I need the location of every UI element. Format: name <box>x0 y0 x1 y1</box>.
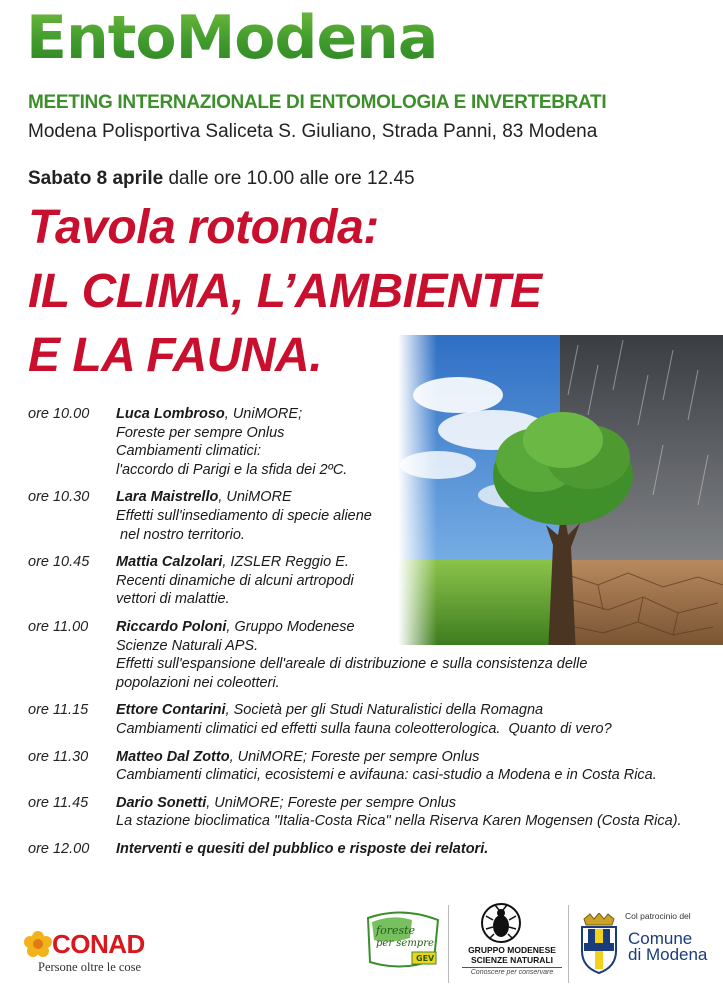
program-item <box>28 405 718 479</box>
foreste-text-1: foreste <box>376 924 416 937</box>
program-item-closing <box>28 840 718 859</box>
logo-separator <box>568 905 569 983</box>
speaker-affiliation: , UniMORE; Foreste per sempre Onlus <box>206 794 457 811</box>
program-item <box>28 748 718 785</box>
speaker-affiliation: , UniMORE <box>218 489 292 506</box>
program-detail <box>116 701 718 738</box>
program-time: ore 10.00 <box>28 406 90 422</box>
speaker-affiliation: , Società per gli Studi Naturalistici della Romagna <box>225 702 544 719</box>
patronage-label: Col patrocinio del <box>625 911 691 921</box>
program-detail <box>116 748 718 785</box>
detail-line: Cambiamenti climatici, ecosistemi e avifauna: casi-studio a Modena e in Costa Rica. <box>116 767 657 784</box>
program-detail <box>116 794 718 831</box>
event-title: EntoModena <box>26 0 437 78</box>
program-time: ore 10.30 <box>28 489 90 506</box>
speaker-name: Lara Maistrello <box>116 489 219 506</box>
gruppo-modenese-name: GRUPPO MODENESE SCIENZE NATURALI <box>468 945 556 965</box>
speaker-name: Luca Lombroso <box>116 406 225 422</box>
date-time: dalle ore 10.00 alle ore 12.45 <box>163 168 415 189</box>
speaker-line <box>116 701 718 720</box>
program-detail <box>116 553 718 609</box>
gruppo-modenese-beetle-icon <box>480 902 522 949</box>
comune-modena-coat-of-arms-icon <box>578 913 620 980</box>
program-detail <box>116 488 718 544</box>
program-item <box>28 488 718 544</box>
speaker-name: Ettore Contarini <box>116 702 226 719</box>
program-detail <box>116 618 718 692</box>
speaker-line <box>116 488 718 507</box>
program-time: ore 11.45 <box>28 794 89 811</box>
detail-line: l'accordo di Parigi e la sfida dei 2ºC. <box>116 461 348 478</box>
speaker-line <box>116 618 718 637</box>
conad-tagline: Persone oltre le cose <box>38 960 142 974</box>
program-time: ore 11.30 <box>28 748 89 765</box>
detail-line: Effetti sull'insediamento di specie aliene <box>116 507 372 524</box>
event-subtitle: MEETING INTERNAZIONALE DI ENTOMOLOGIA E INVERTEBRATI <box>28 92 607 113</box>
speaker-name: Mattia Calzolari <box>116 554 223 571</box>
speaker-line <box>116 405 718 424</box>
closing-text: Interventi e quesiti del pubblico e risposte dei relatori. <box>116 840 489 857</box>
program-item <box>28 553 718 609</box>
program-time: ore 11.00 <box>28 618 89 635</box>
detail-line: Foreste per sempre Onlus <box>116 424 285 441</box>
program-time: ore 12.00 <box>28 840 90 857</box>
date-bold: Sabato 8 aprile <box>28 168 164 189</box>
logo-separator <box>448 905 449 983</box>
detail-line: nel nostro territorio. <box>116 526 245 543</box>
speaker-line <box>116 748 718 767</box>
detail-line: La stazione bioclimatica "Italia-Costa Rica" nella Riserva Karen Mogensen (Costa Rica). <box>116 813 682 830</box>
speaker-line <box>116 553 718 572</box>
headline-line-3: E LA FAUNA. <box>28 329 323 382</box>
detail-line: vettori di malattie. <box>116 591 230 608</box>
event-date <box>28 168 415 190</box>
speaker-name: Matteo Dal Zotto <box>116 748 230 765</box>
program-detail <box>116 405 718 479</box>
headline-line-2: IL CLIMA, L’AMBIENTE <box>28 265 542 318</box>
speaker-affiliation: , UniMORE; <box>224 406 303 422</box>
speaker-affiliation: , IZSLER Reggio E. <box>222 554 349 571</box>
conad-logo: CONAD <box>52 929 145 959</box>
detail-line: popolazioni nei coleotteri. <box>116 674 280 691</box>
program-time: ore 10.45 <box>28 554 90 571</box>
speaker-affiliation: , UniMORE; Foreste per sempre Onlus <box>229 748 480 765</box>
program-item <box>28 701 718 738</box>
gev-text: GEV <box>416 954 435 963</box>
detail-line: Scienze Naturali APS. <box>116 637 259 654</box>
detail-line: Recenti dinamiche di alcuni artropodi <box>116 572 354 589</box>
venue-address: Modena Polisportiva Saliceta S. Giuliano, Strada Panni, 83 Modena <box>28 121 598 142</box>
program-item <box>28 794 718 831</box>
foreste-text-2: per sempre <box>376 938 434 949</box>
detail-line: Effetti sull'espansione dell'areale di distribuzione e sulla consistenza delle <box>116 656 588 673</box>
comune-name-line-2: di Modena <box>628 945 708 964</box>
speaker-affiliation: , Gruppo Modenese <box>226 618 355 635</box>
detail-line: Cambiamenti climatici: <box>116 443 262 460</box>
speaker-line <box>116 794 718 813</box>
detail-line: Cambiamenti climatici ed effetti sulla fauna coleotterologica. Quanto di vero? <box>116 720 612 737</box>
program-list <box>28 405 718 867</box>
headline-line-1: Tavola rotonda: <box>28 201 379 254</box>
comune-name-line-1: Comune <box>628 929 693 948</box>
speaker-name: Riccardo Poloni <box>116 618 227 635</box>
program-time: ore 11.15 <box>28 702 89 719</box>
speaker-name: Dario Sonetti <box>116 794 207 811</box>
foreste-per-sempre-logo <box>362 910 444 981</box>
program-item <box>28 618 718 692</box>
gruppo-modenese-tagline: Conoscere per conservare <box>462 967 562 976</box>
